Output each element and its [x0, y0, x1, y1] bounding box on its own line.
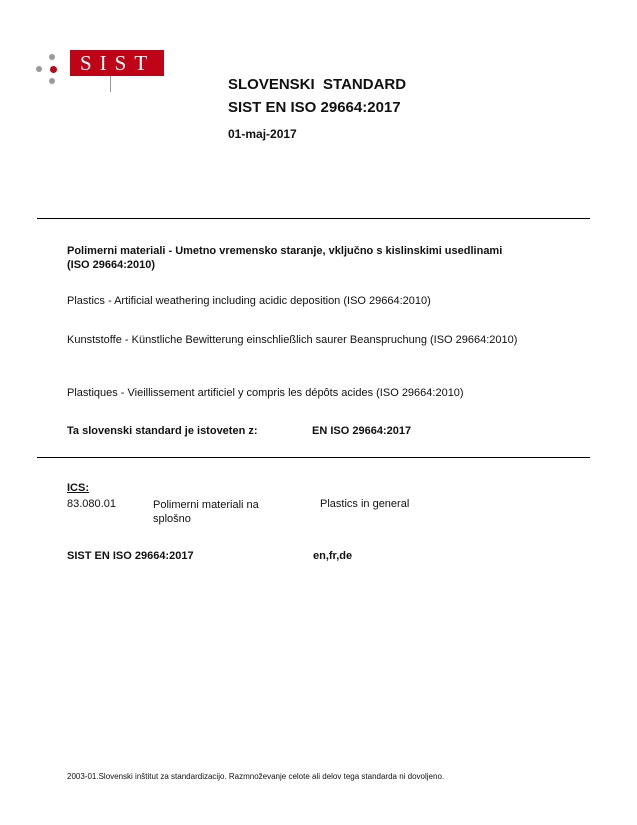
logo-dot-red [50, 66, 57, 73]
logo-dot [36, 66, 42, 72]
ics-code: 83.080.01 [67, 498, 116, 510]
logo-dot [49, 54, 55, 60]
title-german: Kunststoffe - Künstliche Bewitterung einschließlich saurer Beanspruchung (ISO 29664:2010) [67, 334, 518, 346]
publication-date: 01-maj-2017 [228, 127, 297, 141]
logo-dot [49, 78, 55, 84]
sist-logo [36, 51, 166, 94]
identity-value: EN ISO 29664:2017 [312, 425, 412, 437]
identity-label: Ta slovenski standard je istoveten z: [67, 425, 258, 437]
ics-label: ICS: [67, 482, 89, 494]
footer-languages: en,fr,de [313, 550, 353, 562]
standard-code: SIST EN ISO 29664:2017 [228, 99, 401, 116]
document-type: SLOVENSKI STANDARD [228, 76, 407, 93]
title-english: Plastics - Artificial weathering including acidic deposition (ISO 29664:2010) [67, 295, 431, 307]
logo-text: SIST [70, 50, 164, 76]
title-slovenian: Polimerni materiali - Umetno vremensko staranje, vključno s kislinskimi usedlinami (ISO 29664:2010) [67, 245, 503, 271]
logo-rule [110, 76, 111, 92]
divider-top [37, 218, 590, 219]
ics-description-slovenian: Polimerni materiali na splošno [153, 499, 259, 525]
footer-standard-code: SIST EN ISO 29664:2017 [67, 550, 194, 562]
copyright-notice: 2003-01.Slovenski inštitut za standardizacijo. Razmnoževanje celote ali delov tega standarda ni dovoljeno. [67, 772, 445, 781]
ics-description-english: Plastics in general [320, 498, 410, 510]
divider-bottom [37, 457, 590, 458]
title-french: Plastiques - Vieillissement artificiel y compris les dépôts acides (ISO 29664:2010) [67, 387, 464, 399]
